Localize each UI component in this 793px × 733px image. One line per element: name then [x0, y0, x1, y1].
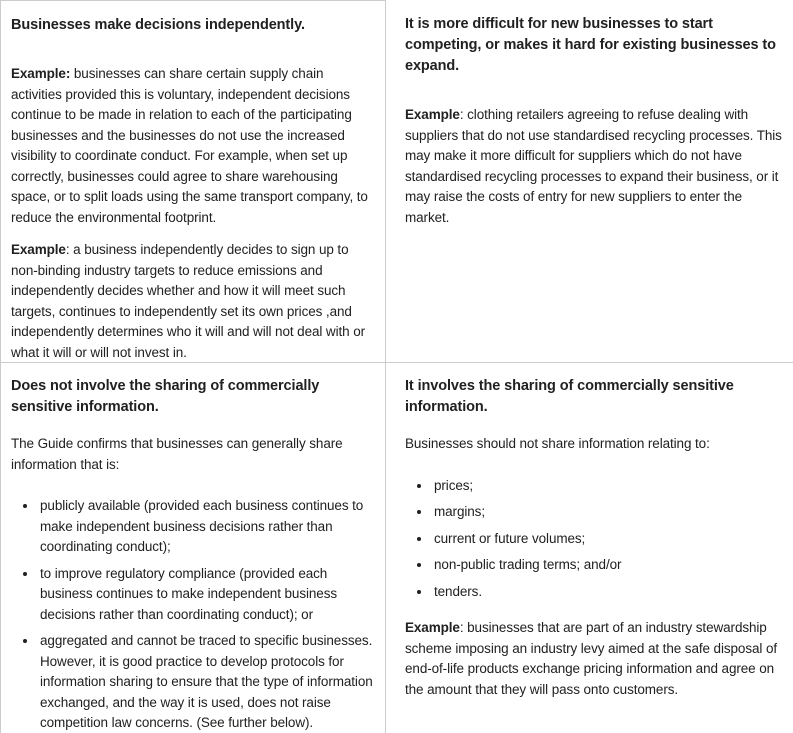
list-item: • to improve regulatory compliance (provided each business continues to make independent business decisions rather than coordinating conduct); or — [38, 564, 373, 626]
example-label: Example — [405, 107, 460, 122]
list-item: • publicly available (provided each business continues to make independent business decisions rather than coordinating conduct); — [38, 496, 373, 558]
list-item: • aggregated and cannot be traced to specific businesses. However, it is good practice to develop protocols for information sharing to ensure that the type of information exchanged, and the way it is used, does not raise competition law concerns. (See further below). — [38, 631, 373, 733]
cell-heading: It is more difficult for new businesses to start competing, or makes it hard for existing businesses to expand. — [405, 16, 776, 74]
cell-heading: It involves the sharing of commercially sensitive information. — [405, 378, 734, 415]
example-label: Example — [405, 620, 460, 635]
example-text: : a business independently decides to sign up to non-binding industry targets to reduce emissions and independently decides whether and how it will meet such targets, continues to independently set its own prices ,and independently determines who it will and will not deal with or what it will or will not invest in. — [11, 242, 365, 360]
example-label: Example: — [11, 66, 71, 81]
cell-harder-to-compete — [386, 0, 793, 363]
list-item: • non-public trading terms; and/or — [432, 555, 783, 576]
list-item: • tenders. — [432, 582, 783, 603]
intro-paragraph: Businesses should not share information relating to: — [405, 436, 710, 451]
cell-decisions-independent — [0, 0, 386, 363]
cell-sensitive-sharing — [386, 363, 793, 733]
cell-heading: Businesses make decisions independently. — [11, 17, 305, 33]
cell-no-sensitive-sharing — [0, 363, 386, 733]
example-paragraph — [11, 64, 373, 228]
intro-paragraph: The Guide confirms that businesses can generally share information that is: — [11, 436, 343, 472]
bullet-list — [11, 496, 373, 733]
example-text: businesses can share certain supply chain activities provided this is voluntary, independent decisions continue to be made in relation to each of the participating businesses and the businesses do not use the increased visibility to coordinate conduct. For example, when set up correctly, businesses could agree to share warehousing space, or to split loads using the same transport company, to reduce the environmental footprint. — [11, 66, 368, 225]
example-paragraph — [11, 240, 373, 363]
example-paragraph — [405, 105, 783, 228]
example-text: : businesses that are part of an industry stewardship scheme imposing an industry levy aimed at the safe disposal of end-of-life products exchange pricing information and agree on the amount that they will pass onto customers. — [405, 620, 777, 697]
cell-heading: Does not involve the sharing of commercially sensitive information. — [11, 378, 320, 415]
list-item: • prices; — [432, 476, 783, 497]
list-item: • margins; — [432, 502, 783, 523]
list-item: • current or future volumes; — [432, 529, 783, 550]
example-text: : clothing retailers agreeing to refuse dealing with suppliers that do not use standardised recycling processes. This may make it more difficult for suppliers which do not have standardised recycling processes to expand their business, or it may raise the costs of entry for new suppliers to enter the market. — [405, 107, 782, 225]
example-label: Example — [11, 242, 66, 257]
bullet-list — [405, 476, 783, 603]
example-paragraph — [405, 618, 783, 700]
